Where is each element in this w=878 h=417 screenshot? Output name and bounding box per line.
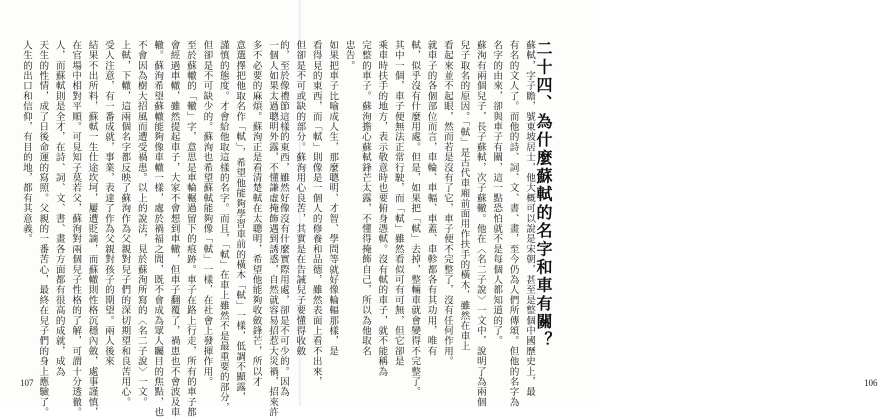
left-page-number: 107 <box>20 378 34 388</box>
text-column: 如果把車子比喻成人生，那麼聰明、才智、學問等就好像輪輻那樣，是 <box>327 40 339 357</box>
text-column: 受人注意，有一番成就，事業，表達了作為父親對孩子的期望。兩人後來 <box>102 40 114 367</box>
text-column: 蘇軾，字子瞻，號東坡居士，他大概可以說是宋朝，甚至是整個中國歷史上，最 <box>524 40 535 397</box>
text-column: 上軾，下轍，這兩個名字都反映了蘇洵作為父親對兒子們的深切期望和良苦用心。 <box>119 40 131 408</box>
text-column: 結果不出所料，蘇軾一生仕途坎坷，屢遭貶謫，而蘇轍則性格沉穩內斂，處事謹慎， <box>86 40 98 417</box>
chapter-title: 二十四、為什麼蘇軾的名字和車有關？ <box>534 40 553 350</box>
left-page <box>0 0 299 417</box>
text-column: 人生的出口和信仰，有目的地，都有其意義。 <box>20 40 32 244</box>
text-column: 就車子的各個部位而言，車輪、車輻、車蓋、車軫都各有其功用，唯有 <box>425 40 437 357</box>
text-column: 不會因為樹大招風而遭受禍患。以上的說法，見於蘇洵所寫的〈名二子說〉一文。 <box>135 40 147 408</box>
text-column: 的，至於像禮節這樣的東西，雖然好像沒有什麼實際用處，卻是不可少的。因為 <box>277 40 289 397</box>
right-page-number: 106 <box>864 378 878 388</box>
right-page-body <box>277 40 537 408</box>
text-column: 在官場中相對平順。可見知子莫若父，蘇洵對兩個兒子性格的了解，可謂十分透徹。 <box>70 40 82 417</box>
text-column: 有名的文人了。而他的詩、詞、文、書、畫，至今仍為人們所傳頌。但他的名字為 <box>507 40 519 408</box>
text-column: 人，而蘇軾則是全才，在詩、詞、文、書、畫各方面都有很高的成就，成為 <box>53 40 65 377</box>
text-column: 轍。蘇洵希望蘇轍能夠像車轍一樣，處於禍福之間，既不會成為眾人矚目的焦點，也 <box>152 40 164 417</box>
text-column: 名字的由來，卻與車子有關，這一點恐怕就不是每個人都知道的了。 <box>491 40 503 346</box>
text-column: 蘇洵有兩個兒子，長子蘇軾，次子蘇轍。他在〈名二子說〉一文中，說明了為兩個 <box>474 40 486 408</box>
text-column: 看起來並不起眼，然而若是沒有了它，車子便不完整了，沒有任何作用。 <box>441 40 453 367</box>
text-column: 至於蘇轍的「轍」字，意思是車輪輾過留下的痕跡。車子在路上行走，所有的車子都 <box>184 40 196 417</box>
text-column: 忠告。 <box>343 40 355 71</box>
text-column: 乘車時扶手的地方，表示敬意時也要俯身憑軾。沒有軾的車子，就不能稱為 <box>376 40 388 377</box>
text-column: 完整的車子。蘇洵擔心蘇軾鋒芒太露，不懂得掩飾自己，所以為他取名 <box>359 40 371 357</box>
text-column: 看得見的東西，而「軾」則像是一個人的修養和品德，雖然表面上看不出來， <box>310 40 322 387</box>
text-column: 兒子取名的原因。「軾」是古代車廂前面用作扶手的橫木，雖然在車上 <box>458 40 470 352</box>
text-column: 天生的性情，成了日後命運的寫照。父親的一番苦心，最終在兒子們的身上應驗了。 <box>37 40 49 417</box>
text-column: 意選擇把他取名作「軾」，希望他能夠學習車前的橫木「軾」一樣，低調不顯露， <box>234 40 246 403</box>
text-column: 但卻是不可或缺的部分。蘇洵用心良苦，其實是在告誡兒子要懂得收斂 <box>294 40 306 357</box>
text-column: 但卻是不可缺少的。蘇洵也希望蘇軾能夠像「軾」一樣，在社會上發揮作用。 <box>201 40 213 387</box>
text-column: 謹慎的態度。才會給他取這樣的名字。而且，「軾」在車上雖然不是最重要的部分， <box>217 40 229 413</box>
text-column: 多不必要的麻煩。蘇洵正是看清楚軾在太聰明，希望他能夠收斂鋒芒，所以才 <box>250 40 262 387</box>
text-column: 一個人如果太過聰明外露，不懂謙虛掩飾遇到誘惑，自然就容易招惹大災禍，招來許 <box>267 40 278 417</box>
text-column: 其中一個，車子便無法正常行駛，而「軾」雖然看似可有可無，但它卻是 <box>392 40 404 367</box>
text-column: 會經過車轍，雖然提起車子，大家不會想到車轍，但車子翻覆了，禍患也不會波及車 <box>168 40 180 417</box>
text-column: 軾，似乎沒有什麼用處。但是，如果把「軾」去掉，整輛車就會變得不完整了。 <box>409 40 421 397</box>
